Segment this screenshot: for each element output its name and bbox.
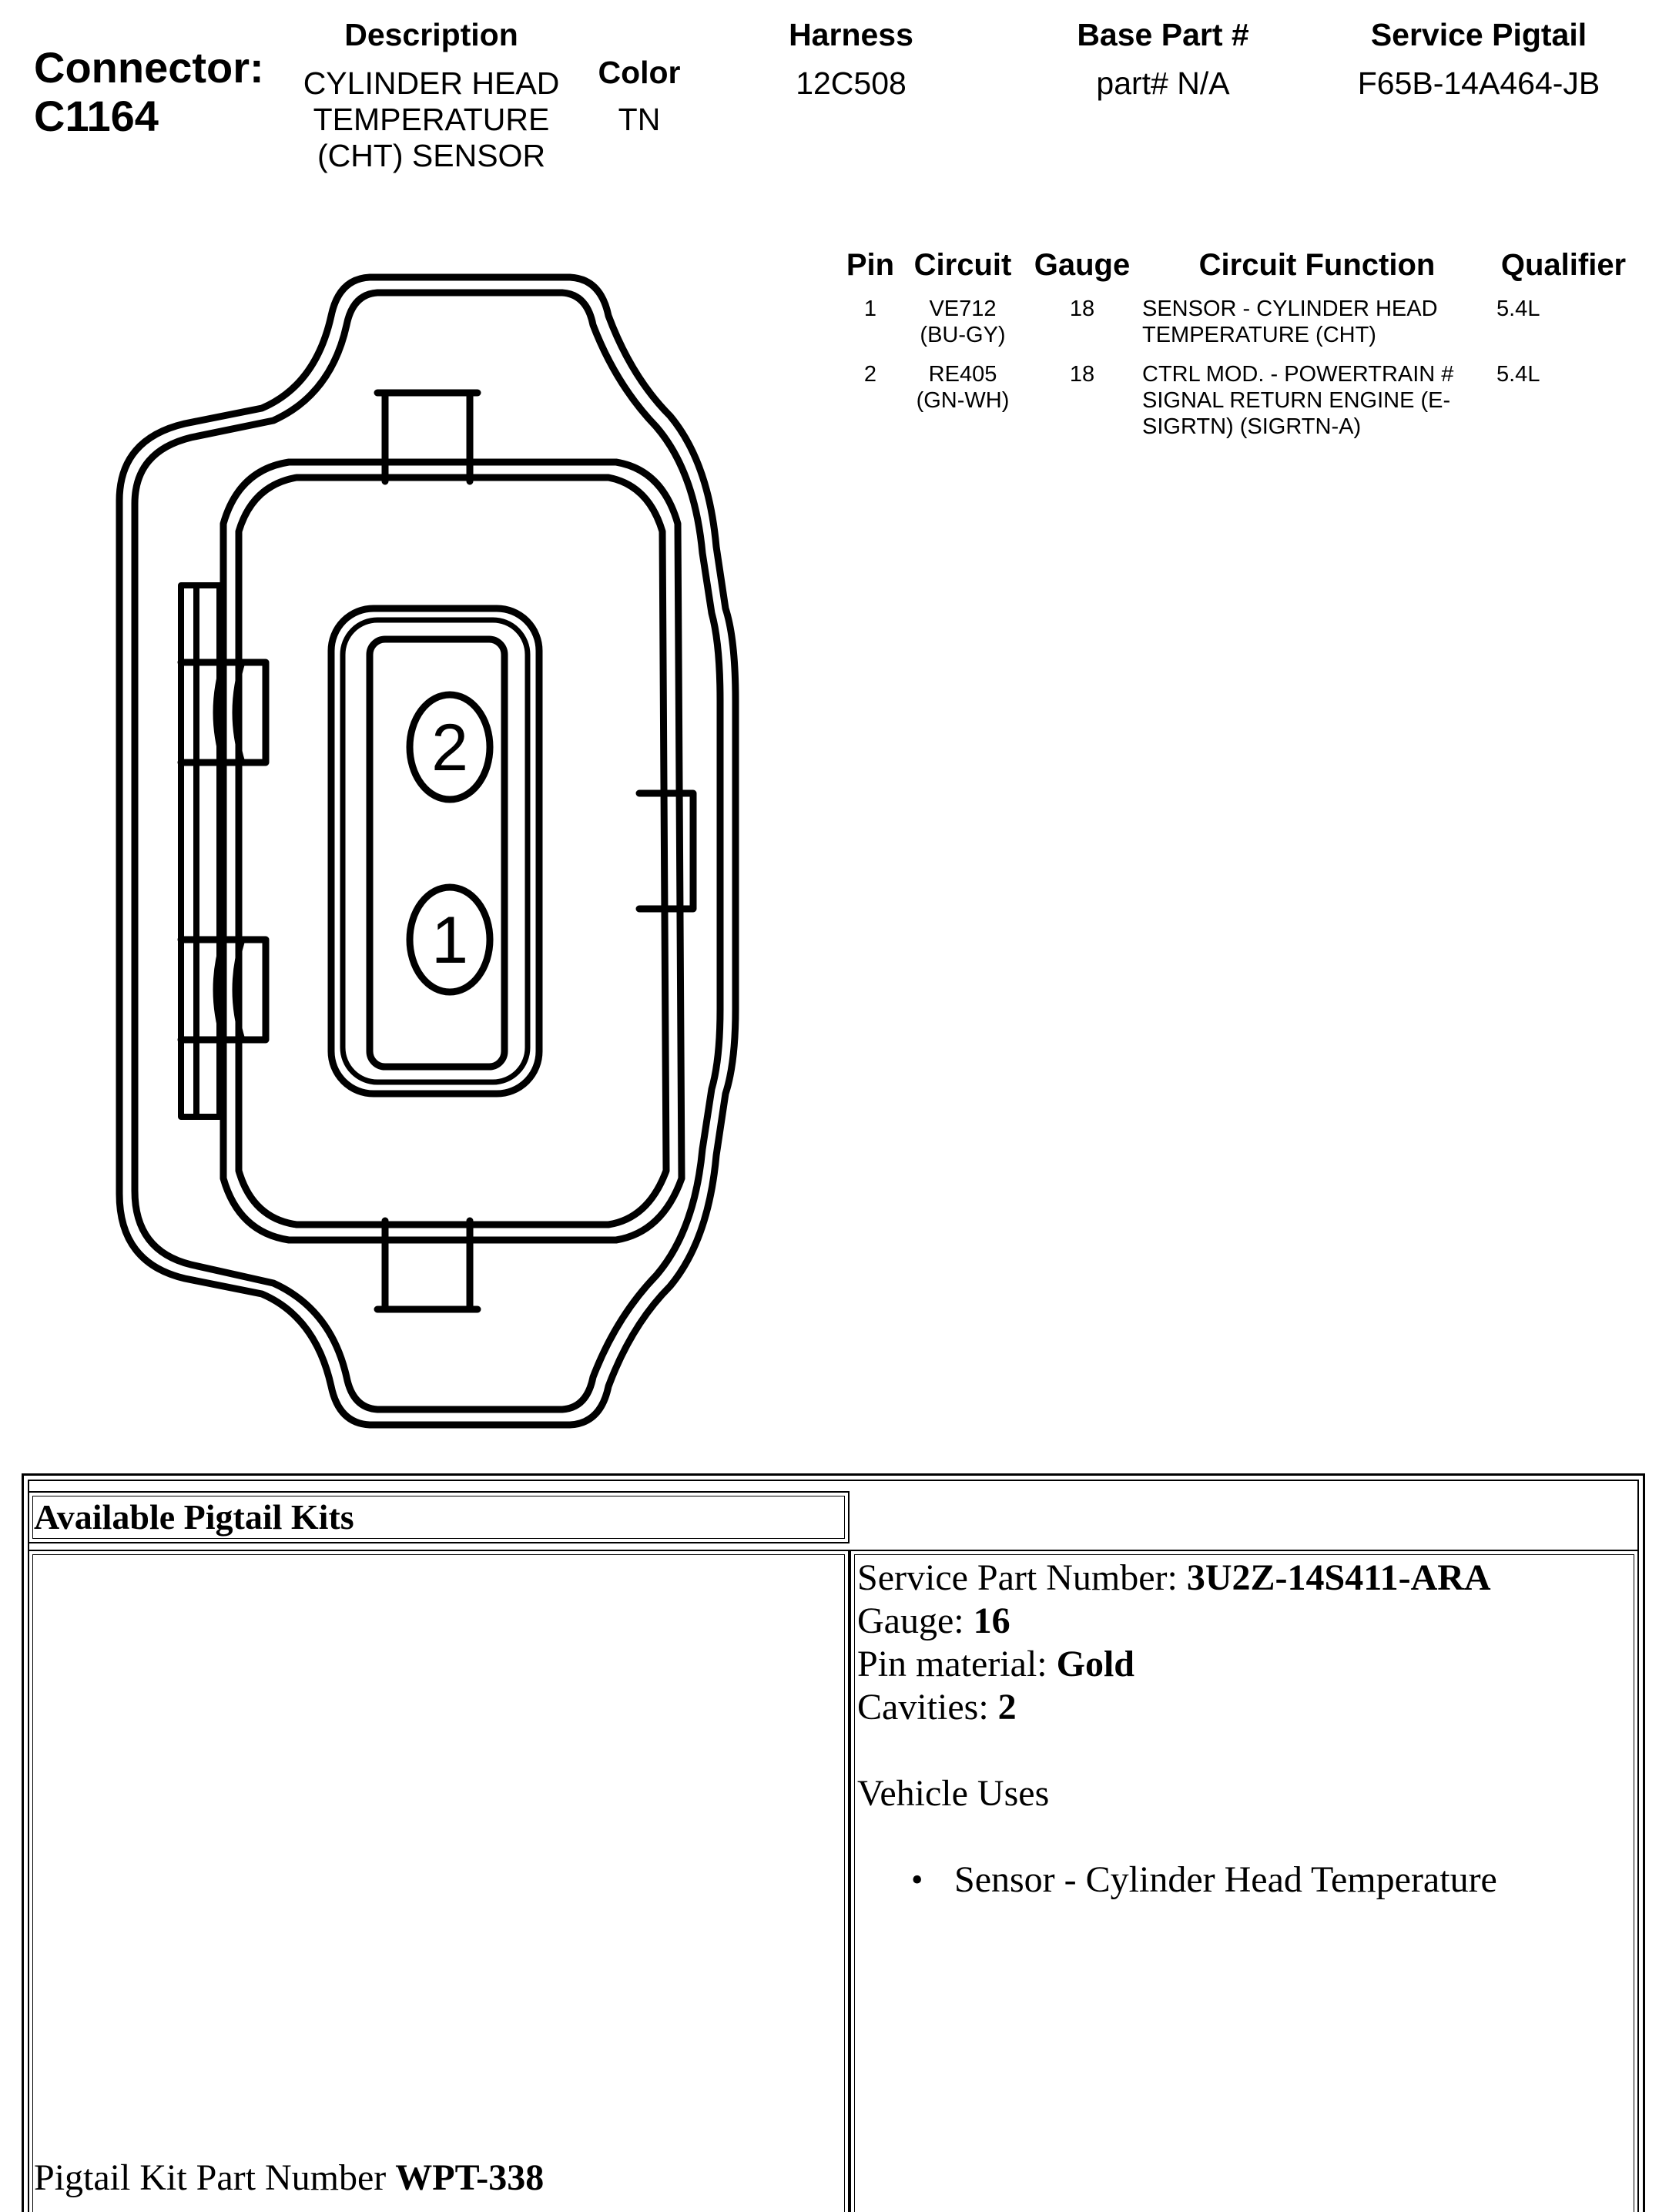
function-cell — [1142, 296, 1489, 348]
service-part-number-label: Service Part Number: — [857, 1557, 1178, 1598]
function-line: TEMPERATURE (CHT) — [1142, 323, 1376, 347]
circuit-color: (GN-WH) — [916, 388, 1010, 413]
description-line: TEMPERATURE — [313, 102, 550, 137]
function-line: CTRL MOD. - POWERTRAIN # — [1142, 362, 1454, 387]
connector-id: C1164 — [34, 92, 159, 140]
gauge-header: Gauge — [1034, 248, 1131, 282]
vehicle-use-item: • Sensor - Cylinder Head Temperature — [911, 1858, 1497, 1902]
pin-material-line — [857, 1643, 1497, 1686]
harness-value: 12C508 — [796, 65, 907, 101]
gauge-value: 16 — [973, 1600, 1010, 1641]
vehicle-uses-label: Vehicle Uses — [857, 1773, 1050, 1814]
circuit-color: (BU-GY) — [920, 323, 1006, 347]
gauge-cell: 18 — [1069, 297, 1095, 321]
circuit-id: VE712 — [929, 297, 997, 321]
function-cell — [1142, 361, 1489, 440]
qualifier-header: Qualifier — [1500, 248, 1627, 282]
function-line: SENSOR - CYLINDER HEAD — [1142, 297, 1438, 321]
connector-heading — [34, 43, 264, 140]
kit-part-number — [34, 2157, 544, 2200]
circuit-cell — [901, 296, 1024, 348]
description-line: (CHT) SENSOR — [317, 138, 546, 173]
pin-number: 1 — [863, 297, 877, 321]
kit-part-label: Pigtail Kit Part Number — [34, 2157, 387, 2198]
service-part-number-value: 3U2Z-14S411-ARA — [1186, 1557, 1491, 1598]
section-title-cell-inner — [32, 1496, 845, 1539]
pin-1-label: 1 — [431, 903, 468, 977]
gauge-cell: 18 — [1069, 362, 1095, 387]
bottom-key — [377, 1221, 478, 1309]
kit-part-value: WPT-338 — [395, 2157, 545, 2198]
circuit-cell — [901, 361, 1024, 414]
connector-label: Connector: — [34, 43, 264, 92]
circuit-id: RE405 — [928, 362, 997, 387]
function-line: SIGRTN) (SIGRTN-A) — [1142, 414, 1362, 439]
gauge-line — [857, 1600, 1497, 1643]
description-label: Description — [344, 17, 518, 52]
qualifier-cell: 5.4L — [1496, 362, 1540, 387]
service-part-number-line — [857, 1557, 1497, 1600]
cavities-line — [857, 1686, 1497, 1729]
kit-details — [857, 1557, 1497, 1902]
description-line: CYLINDER HEAD — [303, 65, 560, 101]
top-key — [377, 393, 478, 481]
qualifier-cell: 5.4L — [1496, 297, 1540, 321]
terminal-cavity-inner — [370, 639, 504, 1067]
base-part-value: part# N/A — [1096, 65, 1230, 101]
inner-flange — [223, 462, 682, 1240]
inner-flange-inner-line — [239, 478, 666, 1225]
service-pigtail-label: Service Pigtail — [1370, 17, 1587, 52]
connector-face-diagram — [108, 270, 755, 1433]
connector-housing-outer — [119, 277, 736, 1425]
function-header: Circuit Function — [1198, 248, 1436, 282]
section-title: Available Pigtail Kits — [34, 1497, 354, 1537]
pin-material-value: Gold — [1056, 1644, 1134, 1684]
pin-header: Pin — [846, 248, 895, 282]
vehicle-uses-list — [911, 1858, 1497, 1902]
color-value: TN — [618, 102, 661, 137]
service-pigtail-value: F65B-14A464-JB — [1357, 65, 1600, 101]
cavities-value: 2 — [997, 1687, 1017, 1728]
pin-2-label: 2 — [431, 711, 468, 785]
harness-label: Harness — [789, 17, 913, 52]
base-part-label: Base Part # — [1077, 17, 1249, 52]
kit-image-cell-inner — [32, 1554, 845, 2212]
description-value — [277, 65, 585, 174]
pin-number: 2 — [863, 362, 877, 387]
function-line: SIGNAL RETURN ENGINE (E- — [1142, 388, 1451, 413]
gauge-label: Gauge: — [857, 1600, 964, 1641]
color-label: Color — [598, 55, 681, 90]
circuit-header: Circuit — [913, 248, 1012, 282]
pin-material-label: Pin material: — [857, 1644, 1047, 1684]
cavities-label: Cavities: — [857, 1687, 989, 1728]
